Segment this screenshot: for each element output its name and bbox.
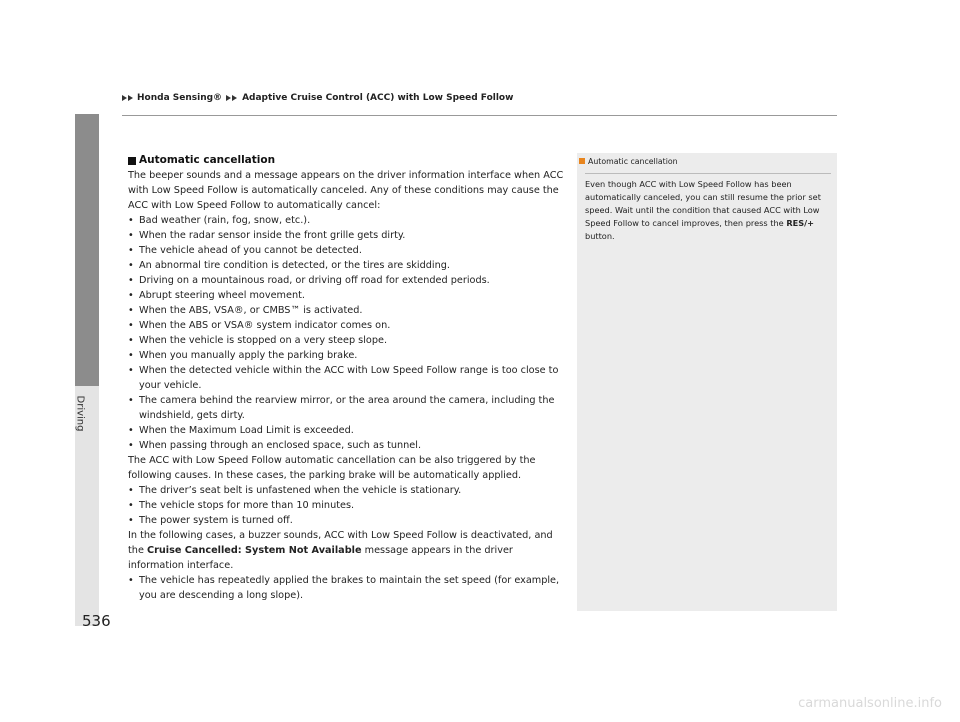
list-item: • When the vehicle is stopped on a very steep slope. <box>128 333 564 348</box>
chapter-tab-label[interactable] <box>74 386 94 446</box>
breadcrumb-separator <box>226 95 238 101</box>
deactivation-causes-list <box>128 573 564 603</box>
list-item: • The power system is turned off. <box>128 513 564 528</box>
cancellation-conditions-list <box>128 213 564 453</box>
list-item: • The camera behind the rearview mirror, or the area around the camera, including the windshield, gets dirty. <box>128 393 564 423</box>
list-item: • Bad weather (rain, fog, snow, etc.). <box>128 213 564 228</box>
breadcrumb-arrow-icon <box>128 95 133 101</box>
list-item: • When the detected vehicle within the ACC with Low Speed Follow range is too close to your vehicle. <box>128 363 564 393</box>
button-name: RES/+ <box>786 218 814 228</box>
list-item: • When the ABS, VSA®, or CMBS™ is activated. <box>128 303 564 318</box>
deactivation-text: In the following cases, a buzzer sounds, ACC with Low Speed Follow is deactivated, and the <box>128 530 553 556</box>
list-item: • The vehicle stops for more than 10 minutes. <box>128 498 564 513</box>
section-title: Automatic cancellation <box>139 154 276 166</box>
parking-brake-paragraph: The ACC with Low Speed Follow automatic cancellation can be also triggered by the following causes. In these cases, the parking brake will be automatically applied. <box>128 455 536 481</box>
breadcrumb-item[interactable]: Honda Sensing® <box>137 93 223 103</box>
breadcrumb-arrow-icon <box>122 95 127 101</box>
page-number: 536 <box>82 612 111 630</box>
breadcrumb-arrow-icon <box>226 95 231 101</box>
list-item: • The driver’s seat belt is unfastened when the vehicle is stationary. <box>128 483 564 498</box>
note-icon <box>579 158 585 164</box>
sidebar-note <box>577 153 837 611</box>
watermark: carmanualsonline.info <box>798 696 942 711</box>
sidebar-note-text: button. <box>585 231 615 241</box>
list-item: • When passing through an enclosed space, such as tunnel. <box>128 438 564 453</box>
chapter-tab <box>75 114 99 386</box>
sidebar-note-text: Even though ACC with Low Speed Follow has been automatically canceled, you can still resume the prior set speed. Wait until the condition that caused ACC with Low Speed Follow to cancel improves, then press the <box>585 179 821 228</box>
sidebar-note-header <box>577 153 837 169</box>
sidebar-divider <box>585 173 831 174</box>
list-item: • When the Maximum Load Limit is exceeded. <box>128 423 564 438</box>
parking-brake-causes-list <box>128 483 564 528</box>
sidebar-note-body <box>577 178 837 243</box>
chapter-tab-text: Driving <box>74 395 86 432</box>
deactivation-paragraph <box>128 528 564 573</box>
header-divider <box>122 115 837 116</box>
section-heading <box>128 153 564 168</box>
list-item: • When you manually apply the parking brake. <box>128 348 564 363</box>
system-message: Cruise Cancelled: System Not Available <box>146 545 362 556</box>
list-item: • The vehicle has repeatedly applied the brakes to maintain the set speed (for example, you are descending a long slope). <box>128 573 564 603</box>
sidebar-note-title: Automatic cancellation <box>588 156 678 166</box>
breadcrumb-item[interactable]: Adaptive Cruise Control (ACC) with Low Speed Follow <box>242 93 514 103</box>
intro-paragraph: The beeper sounds and a message appears on the driver information interface when ACC with Low Speed Follow is automatically canceled. Any of these conditions may cause the ACC with Low Speed Follow to automatically cancel: <box>128 170 564 211</box>
list-item: • Abrupt steering wheel movement. <box>128 288 564 303</box>
square-bullet-icon <box>128 157 136 165</box>
breadcrumb-arrow-icon <box>232 95 237 101</box>
list-item: • When the ABS or VSA® system indicator comes on. <box>128 318 564 333</box>
list-item: • When the radar sensor inside the front grille gets dirty. <box>128 228 564 243</box>
list-item: • Driving on a mountainous road, or driving off road for extended periods. <box>128 273 564 288</box>
deactivation-text: message appears in the driver information interface. <box>128 545 513 571</box>
list-item: • An abnormal tire condition is detected, or the tires are skidding. <box>128 258 564 273</box>
breadcrumb <box>122 93 513 103</box>
list-item: • The vehicle ahead of you cannot be detected. <box>128 243 564 258</box>
main-content <box>128 153 564 603</box>
